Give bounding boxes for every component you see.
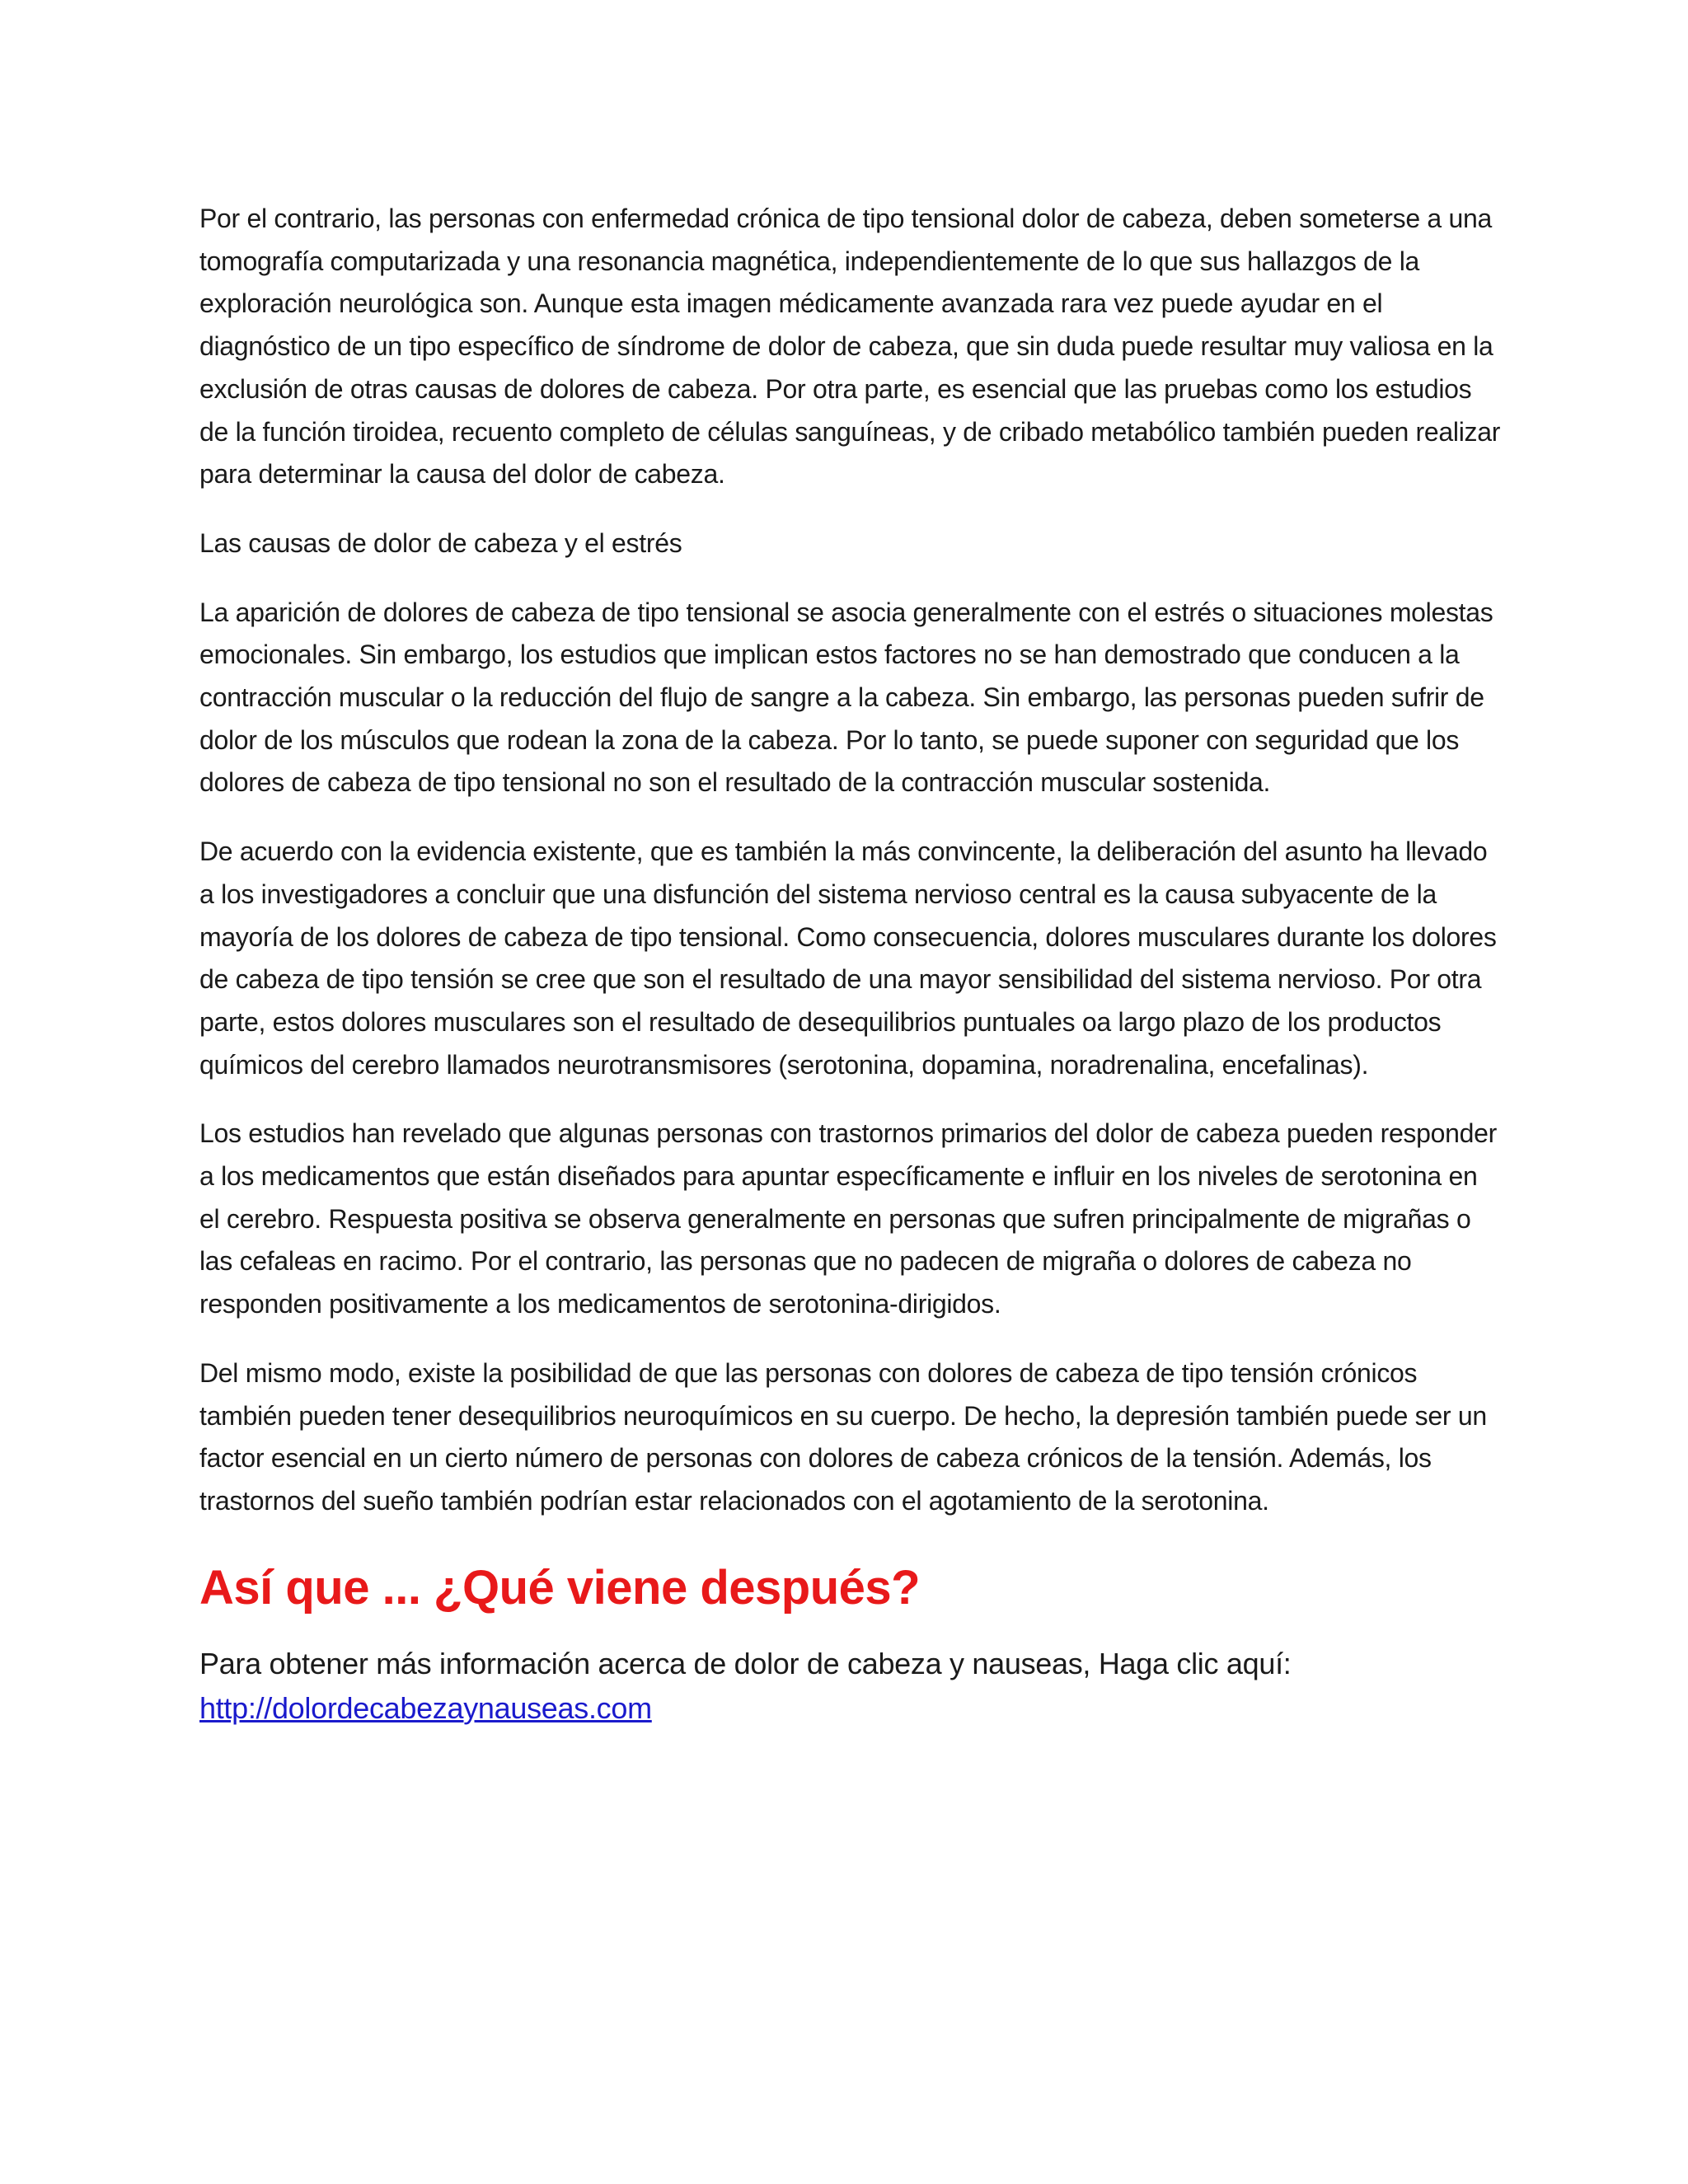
section-heading-next: Así que ... ¿Qué viene después? <box>199 1560 921 1615</box>
paragraph-imaging: Por el contrario, las personas con enfermedad crónica de tipo tensional dolor de cabeza, deben someterse a una tomografía computarizada y una resonancia magnética, independientemente de lo que sus hallazgos de la exploración neurológica son. Aunque esta imagen médicamente avanzada rara vez puede ayudar en el diagnóstico de un tipo específico de síndrome de dolor de cabeza, que sin duda puede resultar muy valiosa en la exclusión de otras causas de dolores de cabeza. Por otra parte, es esencial que las pruebas como los estudios de la función tiroidea, recuento completo de células sanguíneas, y de cribado metabólico también pueden realizar para determinar la causa del dolor de cabeza. <box>199 204 1501 490</box>
paragraph-serotonin-studies: Los estudios han revelado que algunas personas con trastornos primarios del dolor de cabeza pueden responder a los medicamentos que están diseñados para apuntar específicamente e influir en los niveles de serotonina en el cerebro. Respuesta positiva se observa generalmente en personas que sufren principalmente de migrañas o las cefaleas en racimo. Por el contrario, las personas que no padecen de migraña o dolores de cabeza no responden positivamente a los medicamentos de serotonina-dirigidos. <box>199 1118 1497 1319</box>
call-to-action <box>199 1642 1502 1731</box>
document-body <box>199 198 1502 1731</box>
paragraph-neurochemical: Del mismo modo, existe la posibilidad de que las personas con dolores de cabeza de tipo tensión crónicos también pueden tener desequilibrios neuroquímicos en su cuerpo. De hecho, la depresión también puede ser un factor esencial en un cierto número de personas con dolores de cabeza crónicos de la tensión. Además, los trastornos del sueño también podrían estar relacionados con el agotamiento de la serotonina. <box>199 1357 1487 1516</box>
paragraph-nervous-system: De acuerdo con la evidencia existente, que es también la más convincente, la deliberación del asunto ha llevado a los investigadores a concluir que una disfunción del sistema nervioso central es la causa subyacente de la mayoría de los dolores de cabeza de tipo tensional. Como consecuencia, dolores musculares durante los dolores de cabeza de tipo tensión se cree que son el resultado de una mayor sensibilidad del sistema nervioso. Por otra parte, estos dolores musculares son el resultado de desequilibrios puntuales oa largo plazo de los productos químicos del cerebro llamados neurotransmisores (serotonina, dopamina, noradrenalina, encefalinas). <box>199 837 1497 1080</box>
website-link[interactable]: http://dolordecabezaynauseas.com <box>199 1690 652 1725</box>
call-to-action-text: Para obtener más información acerca de dolor de cabeza y nauseas, Haga clic aquí: <box>199 1646 1292 1680</box>
section-subtitle-stress: Las causas de dolor de cabeza y el estrés <box>199 527 682 558</box>
paragraph-stress: La aparición de dolores de cabeza de tipo tensional se asocia generalmente con el estrés o situaciones molestas emocionales. Sin embargo, los estudios que implican estos factores no se han demostrado que conducen a la contracción muscular o la reducción del flujo de sangre a la cabeza. Sin embargo, las personas pueden sufrir de dolor de los músculos que rodean la zona de la cabeza. Por lo tanto, se puede suponer con seguridad que los dolores de cabeza de tipo tensional no son el resultado de la contracción muscular sostenida. <box>199 597 1493 798</box>
